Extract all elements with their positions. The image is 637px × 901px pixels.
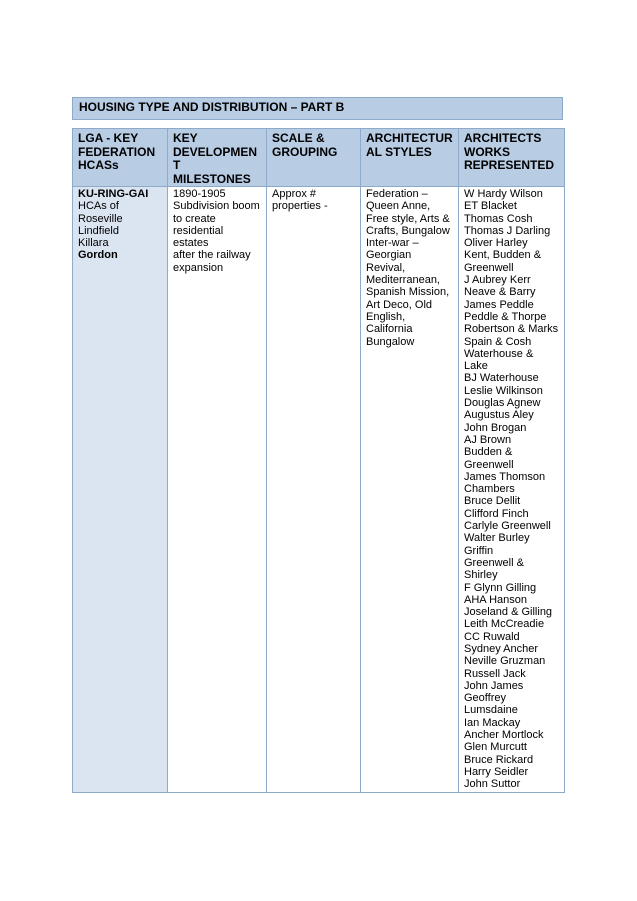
- cell-line: Glen Murcutt: [464, 741, 527, 754]
- header-line: SCALE &: [272, 131, 325, 145]
- cell-line: expansion: [173, 261, 224, 274]
- cell-line: Robertson & Marks: [464, 323, 559, 336]
- cell-line: BJ Waterhouse: [464, 372, 539, 385]
- cell-line: W Hardy Wilson: [464, 188, 543, 200]
- cell-line: Lumsdaine: [464, 704, 518, 717]
- cell-line: after the railway: [173, 249, 251, 262]
- table-row: [73, 187, 565, 793]
- cell-line: Neave & Barry: [464, 286, 536, 299]
- header-lga: [73, 129, 168, 187]
- header-milestones: [168, 129, 267, 187]
- cell-line: AHA Hanson: [464, 593, 527, 606]
- cell-line: properties -: [272, 200, 328, 213]
- lga-line: Roseville: [78, 212, 123, 225]
- cell-line: Georgian Revival,: [366, 249, 412, 274]
- cell-line: Griffin: [464, 544, 494, 557]
- cell-line: to create: [173, 212, 216, 225]
- housing-table: [72, 128, 565, 793]
- lga-last: Gordon: [78, 249, 118, 262]
- cell-line: Budden &: [464, 446, 513, 459]
- cell-line: Walter Burley: [464, 532, 530, 545]
- cell-line: John Brogan: [464, 421, 527, 434]
- cell-line: Art Deco, Old: [366, 298, 433, 311]
- cell-line: John James: [464, 679, 524, 692]
- header-line: AL STYLES: [366, 144, 432, 159]
- cell-line: Ancher Mortlock: [464, 729, 544, 742]
- cell-line: Kent, Budden &: [464, 249, 542, 262]
- cell-line: Approx #: [272, 188, 317, 200]
- header-line: GROUPING: [272, 144, 338, 159]
- cell-line: Neville Gruzman: [464, 655, 546, 668]
- header-line: LGA - KEY: [78, 131, 139, 145]
- cell-line: CC Ruwald: [464, 630, 520, 643]
- section-title: HOUSING TYPE AND DISTRIBUTION – PART B: [72, 97, 563, 120]
- cell-line: Free style, Arts &: [366, 212, 450, 225]
- header-line: DEVELOPMEN: [173, 144, 258, 159]
- lga-cell: [73, 187, 168, 793]
- cell-line: residential estates: [173, 224, 224, 250]
- cell-line: Leslie Wilkinson: [464, 384, 543, 397]
- cell-line: Ian Mackay: [464, 716, 521, 729]
- cell-line: Thomas J Darling: [464, 224, 551, 237]
- cell-line: Clifford Finch: [464, 507, 529, 520]
- cell-line: Crafts, Bungalow: [366, 224, 450, 237]
- cell-line: John Suttor: [464, 778, 521, 791]
- milestones-cell: [168, 187, 267, 793]
- header-line: KEY: [173, 131, 198, 145]
- cell-line: James Peddle: [464, 298, 534, 311]
- cell-line: Carlyle Greenwell: [464, 520, 551, 533]
- cell-line: English, California: [366, 310, 413, 336]
- lga-line: Killara: [78, 237, 109, 250]
- header-architects: [459, 129, 565, 187]
- header-styles: [361, 129, 459, 187]
- cell-line: Augustus Aley: [464, 409, 534, 422]
- cell-line: Greenwell & Shirley: [464, 556, 524, 582]
- cell-line: Bungalow: [366, 335, 415, 348]
- architects-cell: [459, 187, 565, 793]
- cell-line: Leith McCreadie: [464, 618, 545, 631]
- cell-line: Spain & Cosh: [464, 335, 532, 348]
- cell-line: Oliver Harley: [464, 237, 528, 250]
- cell-line: Spanish Mission,: [366, 286, 450, 299]
- cell-line: J Aubrey Kerr: [464, 274, 531, 287]
- cell-line: ET Blacket: [464, 200, 517, 213]
- cell-line: Russell Jack: [464, 667, 526, 680]
- cell-line: Peddle & Thorpe: [464, 310, 547, 323]
- header-scale: [267, 129, 361, 187]
- cell-line: Chambers: [464, 483, 515, 496]
- cell-line: 1890-1905: [173, 188, 226, 200]
- lga-line: Lindfield: [78, 224, 119, 237]
- cell-line: Greenwell: [464, 261, 514, 274]
- cell-line: Geoffrey: [464, 692, 506, 705]
- header-line: ARCHITECTS: [464, 131, 542, 145]
- cell-line: Queen Anne,: [366, 200, 431, 213]
- cell-line: Federation –: [366, 188, 428, 200]
- cell-line: AJ Brown: [464, 433, 512, 446]
- header-line: T MILESTONES: [173, 158, 251, 186]
- lga-name: KU-RING-GAI: [78, 188, 149, 200]
- cell-line: Bruce Dellit: [464, 495, 521, 508]
- cell-line: Inter-war –: [366, 237, 419, 250]
- cell-line: Sydney Ancher: [464, 642, 538, 655]
- cell-line: Mediterranean,: [366, 274, 440, 287]
- cell-line: Bruce Rickard: [464, 753, 534, 766]
- header-line: WORKS: [464, 144, 510, 159]
- cell-line: Douglas Agnew: [464, 397, 541, 410]
- header-line: REPRESENTED: [464, 158, 555, 172]
- header-line: FEDERATION: [78, 144, 156, 159]
- header-line: HCASs: [78, 158, 119, 172]
- styles-cell: [361, 187, 459, 793]
- header-line: ARCHITECTUR: [366, 131, 453, 145]
- header-row: [73, 129, 565, 187]
- cell-line: Subdivision boom: [173, 200, 260, 213]
- cell-line: F Glynn Gilling: [464, 581, 537, 594]
- scale-cell: [267, 187, 361, 793]
- cell-line: James Thomson: [464, 470, 546, 483]
- cell-line: Joseland & Gilling: [464, 606, 553, 619]
- lga-line: HCAs of: [78, 200, 119, 213]
- cell-line: Thomas Cosh: [464, 212, 533, 225]
- cell-line: Greenwell: [464, 458, 514, 471]
- cell-line: Waterhouse & Lake: [464, 347, 534, 373]
- cell-line: Harry Seidler: [464, 765, 529, 778]
